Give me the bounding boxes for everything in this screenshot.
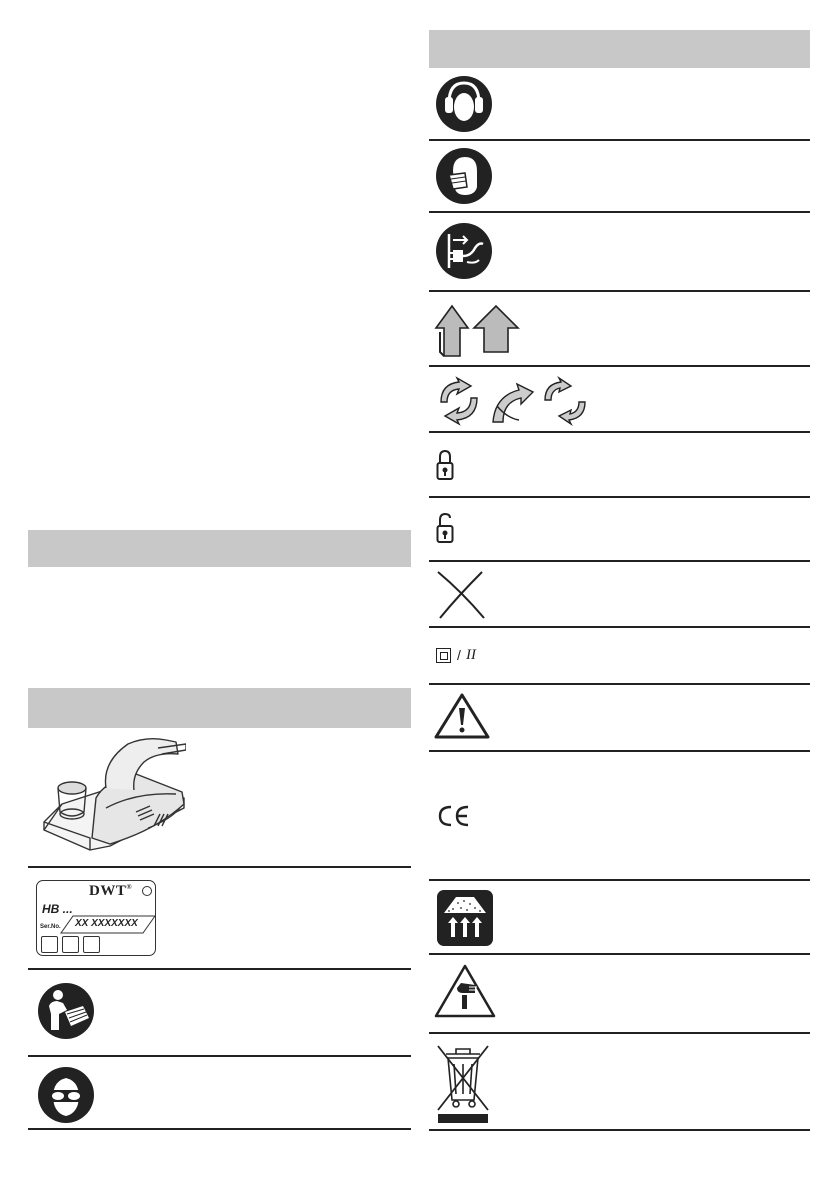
gear-mark-icon <box>142 886 152 896</box>
planer-drawing <box>36 734 186 858</box>
dust-extraction-icon <box>436 889 494 947</box>
section-header-bar-2 <box>28 688 411 728</box>
class-separator: / <box>457 647 461 663</box>
model-label: HB ... <box>42 902 73 916</box>
unplug-icon <box>435 222 493 280</box>
section-header-bar-right <box>429 30 810 68</box>
row-ce <box>429 752 810 881</box>
cert-box-1 <box>41 936 58 953</box>
warning-triangle-icon <box>433 692 491 740</box>
dust-mask-icon <box>435 147 493 205</box>
lock-closed-icon <box>436 449 454 481</box>
read-manual-icon <box>37 982 95 1040</box>
lock-open-icon <box>436 512 456 544</box>
ear-protection-icon <box>435 75 493 133</box>
serial-label: Ser.No. <box>40 924 61 930</box>
ce-mark-icon <box>437 805 471 827</box>
class-roman: II <box>466 647 476 663</box>
hand-blade-hazard-icon <box>433 963 497 1019</box>
cert-box-2 <box>62 936 79 953</box>
row-lock-open <box>429 498 810 562</box>
serial-value: XX XXXXXXX <box>75 918 138 929</box>
eye-protection-icon <box>37 1066 95 1124</box>
double-insulation-icon <box>436 648 451 663</box>
row-protection-class <box>429 628 810 685</box>
brand-logo: DWT® <box>89 883 133 899</box>
rotation-arrows-icon <box>433 376 591 426</box>
cert-box-3 <box>83 936 100 953</box>
section-header-bar-1 <box>28 530 411 567</box>
forbidden-cross-icon <box>436 570 486 620</box>
row-forbidden <box>429 562 810 628</box>
direction-arrows-icon <box>434 302 524 358</box>
weee-bin-icon <box>434 1040 492 1126</box>
row-lock-closed <box>429 433 810 498</box>
rating-plate <box>36 880 156 956</box>
